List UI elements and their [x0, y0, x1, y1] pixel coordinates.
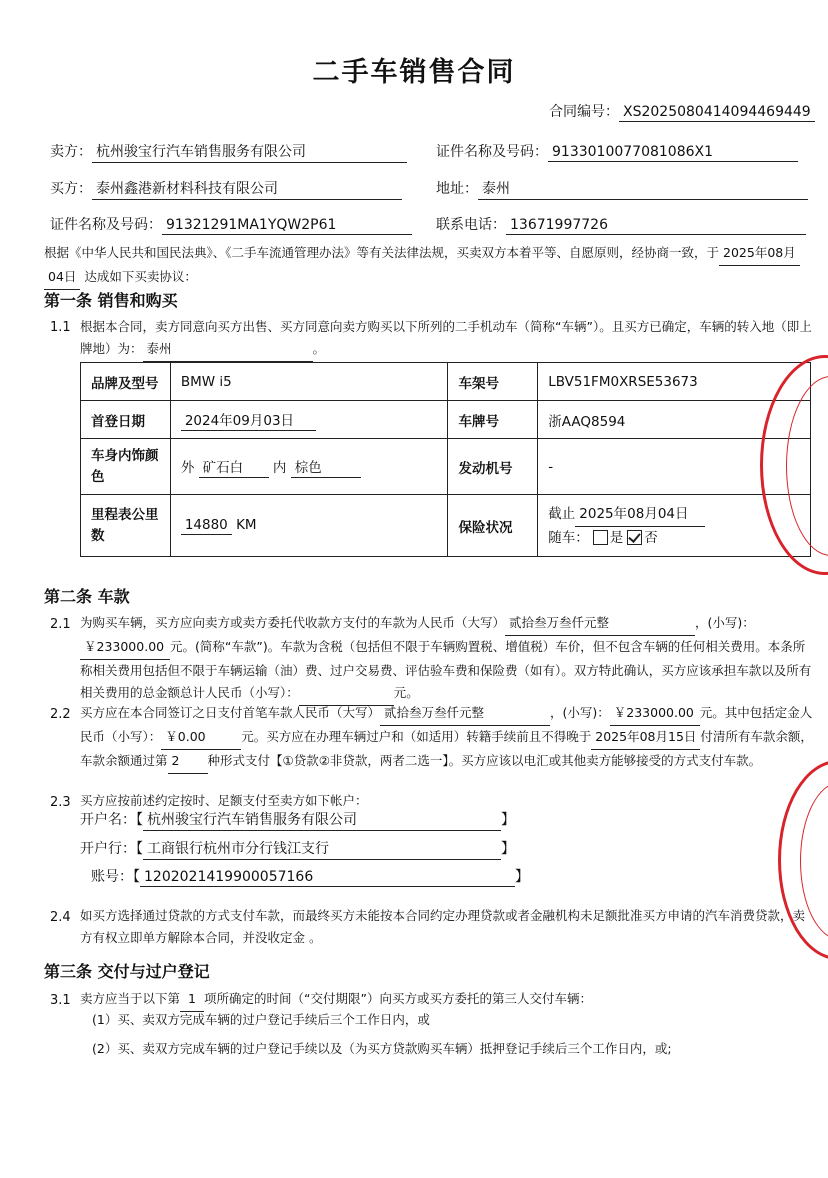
- delivery-option-2: (2）买、卖双方完成车辆的过户登记手续以及（为买方贷款购买车辆）抵押登记手续后三个工作日内，或;: [92, 1041, 672, 1056]
- bank-row: [80, 838, 515, 860]
- seller-id-label: 证件名称及号码：: [436, 144, 548, 160]
- bank-label: 开户行：【: [80, 841, 143, 857]
- exterior-color: 矿石白: [199, 456, 269, 478]
- clause-2-1-text: [80, 612, 815, 706]
- seller-row: [50, 141, 407, 163]
- account-name-label: 开户名：【: [80, 812, 143, 828]
- contract-number-label: 合同编号：: [549, 104, 619, 120]
- transfer-place: 泰州: [143, 338, 313, 362]
- delivery-item: 1: [180, 988, 204, 1012]
- insurance-date: 2025年08月04日: [575, 503, 705, 527]
- with-car-no-checkbox[interactable]: [627, 530, 642, 545]
- bracket-close: 】: [501, 812, 515, 828]
- clause-3-1-number: 3.1: [50, 993, 71, 1008]
- engine-value: -: [538, 439, 811, 495]
- vehicle-info-table: [80, 362, 811, 557]
- color-label: 车身内饰颜色: [81, 439, 171, 495]
- buyer-label: 买方：: [50, 181, 92, 197]
- clause-2-4-text: 如买方选择通过贷款的方式支付车款，而最终买方未能按本合同约定办理贷款或者金融机构未足额批准买方申请的汽车消费贷款，卖方有权立即单方解除本合同，并没收定金 。: [80, 908, 806, 945]
- contract-title: 二手车销售合同: [312, 57, 516, 88]
- mileage-cell: [170, 495, 448, 557]
- seller-label: 卖方：: [50, 144, 92, 160]
- brand-value: BMW i5: [170, 363, 448, 401]
- buyer-address: 泰州: [478, 178, 808, 200]
- buyer-id: 91321291MA1YQW2P61: [162, 217, 412, 235]
- clause-3-1-b: 项所确定的时间（“交付期限”）向买方或买方委托的第三人交付车辆：: [204, 991, 592, 1006]
- with-car-yes-label: 是: [609, 529, 624, 546]
- reg-date-value: 2024年09月03日: [181, 409, 316, 431]
- color-cell: [170, 439, 448, 495]
- price-upper: 贰拾叁万叁仟元整: [505, 612, 695, 636]
- clause-2-1-number: 2.1: [50, 617, 71, 632]
- clause-1-1-end: 。: [312, 341, 326, 356]
- with-car-label: 随车：: [548, 529, 589, 546]
- agreement-date-month: 2025年08月: [719, 242, 800, 266]
- first-payment-upper: 贰拾叁万叁仟元整: [380, 702, 550, 726]
- clause-2-4-number: 2.4: [50, 910, 71, 925]
- plate-label: 车牌号: [448, 401, 538, 439]
- article-3-title: 第三条 交付与过户登记: [44, 962, 210, 981]
- clause-3-1-a: 卖方应当于以下第: [80, 991, 181, 1006]
- clause-2-2-a: 买方应在本合同签订之日支付首笔车款人民币（大写）: [80, 705, 381, 720]
- account-no-label: 账号：【: [91, 869, 140, 885]
- clause-2-2-text: [80, 702, 815, 774]
- bank-name: 工商银行杭州市分行钱江支行: [143, 838, 501, 860]
- clause-2-3-text: 买方应按前述约定按时、足额支付至卖方如下帐户：: [80, 793, 368, 808]
- agreement-date-day: 04日: [44, 266, 80, 290]
- clause-2-2-number: 2.2: [50, 707, 71, 722]
- article-1-title: 第一条 销售和购买: [44, 291, 178, 310]
- buyer-row: [50, 178, 402, 200]
- delivery-option-1: (1）买、卖双方完成车辆的过户登记手续后三个工作日内，或: [92, 1012, 430, 1027]
- account-name-row: [80, 809, 515, 831]
- exterior-prefix: 外: [180, 459, 195, 476]
- bracket-close: 】: [515, 869, 529, 885]
- account-number: 1202021419900057166: [140, 869, 515, 887]
- clause-2-2-c: 元。其中包括定金人民币（小写）：: [80, 705, 813, 744]
- with-car-yes-checkbox[interactable]: [593, 530, 608, 545]
- mileage-value: 14880: [181, 517, 232, 535]
- buyer-id-row: [50, 214, 412, 235]
- buyer-phone: 13671997726: [506, 217, 806, 235]
- clause-2-1-b: ，(小写)：: [695, 615, 755, 630]
- buyer-name: 泰州鑫港新材料科技有限公司: [92, 178, 402, 200]
- clause-2-2-f: 种形式支付【①贷款②非贷款，两者二选一】。买方应该以电汇或其他卖方能够接受的方式支付车款。: [207, 753, 762, 768]
- with-car-no-label: 否: [644, 529, 658, 546]
- deposit-amount: ￥0.00: [161, 726, 241, 750]
- clause-1-1-number: 1.1: [50, 320, 71, 335]
- reg-date-label: 首登日期: [81, 401, 171, 439]
- mileage-unit: KM: [236, 516, 257, 533]
- intro-text: 根据《中华人民共和国民法典》、《二手车流通管理办法》等有关法律法规，买卖双方本着平等、自愿原则，经协商一致，于: [44, 245, 720, 260]
- contract-number: [549, 101, 815, 122]
- seller-name: 杭州骏宝行汽车销售服务有限公司: [92, 141, 407, 163]
- clause-1-1-text: [80, 316, 815, 362]
- clause-2-2-d: 元。买方应在办理车辆过户和（如适用）转籍手续前且不得晚于: [241, 729, 592, 744]
- buyer-phone-label: 联系电话：: [436, 217, 506, 233]
- interior-prefix: 内: [272, 459, 287, 476]
- clause-2-2-b: ，(小写)：: [550, 705, 610, 720]
- buyer-address-label: 地址：: [436, 181, 478, 197]
- seller-id-row: [436, 141, 798, 162]
- mileage-label: 里程表公里数: [81, 495, 171, 557]
- balance-due-date: 2025年08月15日: [591, 726, 700, 750]
- vin-value: LBV51FM0XRSE53673: [538, 363, 811, 401]
- account-name: 杭州骏宝行汽车销售服务有限公司: [143, 809, 501, 831]
- buyer-phone-row: [436, 214, 806, 235]
- insurance-label: 保险状况: [448, 495, 538, 557]
- clause-2-1-c: 元。(简称“车款”)。车款为含税（包括但不限于车辆购置税、增值税）车价，但不包含车辆的任何相关费用。本条所称相关费用包括但不限于车辆运输（油）费、过户交易费、评估验车费和保险费（如有）。双方特此确认，买方应该承担车款以及所有相关费用的总金额总计人民币（小写）：: [80, 639, 812, 700]
- intro-paragraph: [44, 242, 819, 290]
- article-2-title: 第二条 车款: [44, 587, 130, 606]
- reg-date-cell: [170, 401, 448, 439]
- clause-1-1-body: 根据本合同，卖方同意向买方出售、买方同意向卖方购买以下所列的二手机动车（简称“车辆”）。且买方已确定，车辆的转入地（即上牌地）为：: [80, 319, 812, 356]
- contract-number-value: XS2025080414094469449: [619, 104, 815, 122]
- plate-value: 浙AAQ8594: [538, 401, 811, 439]
- vin-label: 车架号: [448, 363, 538, 401]
- clause-2-1-a: 为购买车辆，买方应向卖方或卖方委托代收款方支付的车款为人民币（大写）: [80, 615, 506, 630]
- intro-text-end: 达成如下买卖协议：: [84, 269, 197, 284]
- first-payment-lower: ￥233000.00: [610, 702, 700, 726]
- bracket-close: 】: [501, 841, 515, 857]
- clause-2-2-e: 付清所有车款余额，车款余额通过第: [80, 729, 813, 768]
- payment-method: 2: [168, 750, 208, 774]
- brand-label: 品牌及型号: [81, 363, 171, 401]
- insurance-prefix: 截止: [548, 505, 576, 522]
- seller-id: 9133010077081086X1: [548, 144, 798, 162]
- buyer-address-row: [436, 178, 808, 200]
- engine-label: 发动机号: [448, 439, 538, 495]
- account-no-row: [91, 866, 529, 887]
- price-lower: ￥233000.00: [80, 636, 170, 660]
- clause-2-3-number: 2.3: [50, 795, 71, 810]
- interior-color: 棕色: [291, 456, 361, 478]
- buyer-id-label: 证件名称及号码：: [50, 217, 162, 233]
- clause-2-1-d: 元。: [393, 685, 419, 700]
